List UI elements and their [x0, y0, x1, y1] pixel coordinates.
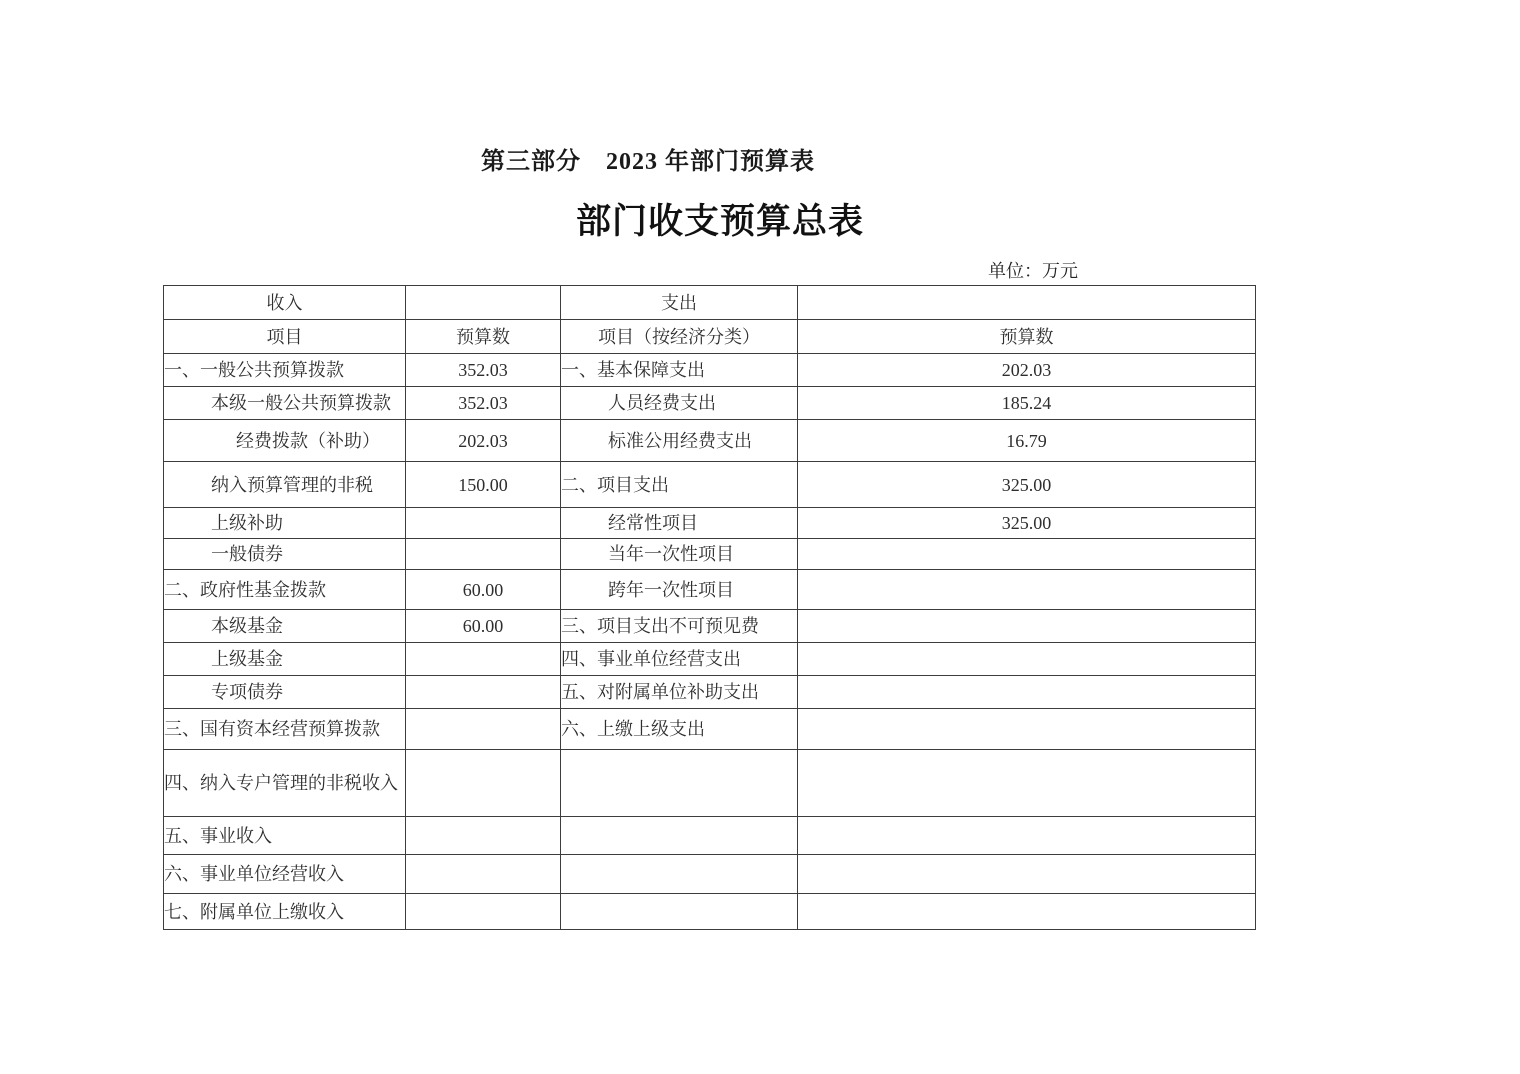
- income-item-cell: 五、事业收入: [164, 817, 406, 855]
- income-budget-cell: [406, 817, 561, 855]
- expense-item-cell: [561, 855, 798, 894]
- expense-item-cell: 标准公用经费支出: [561, 420, 798, 462]
- income-budget-cell: [406, 643, 561, 676]
- expense-item-cell: 二、项目支出: [561, 462, 798, 508]
- income-item-cell: 四、纳入专户管理的非税收入: [164, 750, 406, 817]
- income-item-cell: 经费拨款（补助）: [164, 420, 406, 462]
- income-budget-cell: [406, 539, 561, 570]
- expense-budget-cell: [798, 709, 1256, 750]
- table-row: [164, 462, 1256, 508]
- table-row: [164, 676, 1256, 709]
- income-budget-cell: [406, 676, 561, 709]
- table-row: [164, 817, 1256, 855]
- income-item-cell: 七、附属单位上缴收入: [164, 894, 406, 930]
- expense-budget-cell: [798, 855, 1256, 894]
- expense-item-cell: 四、事业单位经营支出: [561, 643, 798, 676]
- income-item-cell: 三、国有资本经营预算拨款: [164, 709, 406, 750]
- income-item-cell: 本级一般公共预算拨款: [164, 387, 406, 420]
- expense-item-cell: 当年一次性项目: [561, 539, 798, 570]
- income-budget-cell: 202.03: [406, 420, 561, 462]
- income-budget-header: 预算数: [406, 320, 561, 354]
- table-row: [164, 508, 1256, 539]
- expense-budget-cell: [798, 676, 1256, 709]
- income-section-header: 收入: [164, 286, 406, 320]
- income-budget-cell: 60.00: [406, 610, 561, 643]
- expense-budget-cell: [798, 539, 1256, 570]
- income-budget-cell: 352.03: [406, 387, 561, 420]
- expense-budget-cell: 16.79: [798, 420, 1256, 462]
- income-budget-cell: 60.00: [406, 570, 561, 610]
- table-row: [164, 855, 1256, 894]
- expense-section-header: 支出: [561, 286, 798, 320]
- expense-item-cell: [561, 817, 798, 855]
- expense-item-cell: 三、项目支出不可预见费: [561, 610, 798, 643]
- expense-budget-cell: [798, 570, 1256, 610]
- expense-budget-cell: 185.24: [798, 387, 1256, 420]
- table-row: [164, 354, 1256, 387]
- part-title: 第三部分 2023 年部门预算表: [481, 149, 815, 175]
- table-row: [164, 643, 1256, 676]
- expense-budget-cell: [798, 750, 1256, 817]
- income-item-cell: 专项债券: [164, 676, 406, 709]
- table-row: [164, 709, 1256, 750]
- expense-budget-cell: [798, 643, 1256, 676]
- income-budget-cell: 150.00: [406, 462, 561, 508]
- income-item-cell: 上级基金: [164, 643, 406, 676]
- budget-summary-table: [163, 285, 1256, 930]
- income-budget-cell: [406, 750, 561, 817]
- table-row: [164, 420, 1256, 462]
- table-row: [164, 539, 1256, 570]
- expense-budget-cell: 202.03: [798, 354, 1256, 387]
- expense-item-cell: [561, 750, 798, 817]
- expense-budget-cell: [798, 894, 1256, 930]
- expense-budget-cell: [798, 817, 1256, 855]
- expense-item-cell: 一、基本保障支出: [561, 354, 798, 387]
- income-item-cell: 一般债券: [164, 539, 406, 570]
- table-section-header-row: [164, 286, 1256, 320]
- income-budget-cell: 352.03: [406, 354, 561, 387]
- income-budget-cell: [406, 709, 561, 750]
- expense-budget-cell: 325.00: [798, 462, 1256, 508]
- expense-item-cell: 跨年一次性项目: [561, 570, 798, 610]
- income-item-cell: 纳入预算管理的非税: [164, 462, 406, 508]
- expense-item-header: 项目（按经济分类）: [561, 320, 798, 354]
- income-item-cell: 一、一般公共预算拨款: [164, 354, 406, 387]
- table-row: [164, 387, 1256, 420]
- income-item-cell: 上级补助: [164, 508, 406, 539]
- income-budget-cell: [406, 508, 561, 539]
- table-column-header-row: [164, 320, 1256, 354]
- income-item-cell: 本级基金: [164, 610, 406, 643]
- unit-label: 单位：万元: [988, 261, 1078, 281]
- expense-item-cell: 五、对附属单位补助支出: [561, 676, 798, 709]
- table-row: [164, 570, 1256, 610]
- income-item-header: 项目: [164, 320, 406, 354]
- table-row: [164, 894, 1256, 930]
- expense-item-cell: 六、上缴上级支出: [561, 709, 798, 750]
- empty-cell: [798, 286, 1256, 320]
- income-budget-cell: [406, 855, 561, 894]
- expense-item-cell: 经常性项目: [561, 508, 798, 539]
- expense-budget-cell: 325.00: [798, 508, 1256, 539]
- expense-budget-cell: [798, 610, 1256, 643]
- expense-item-cell: [561, 894, 798, 930]
- income-item-cell: 六、事业单位经营收入: [164, 855, 406, 894]
- expense-item-cell: 人员经费支出: [561, 387, 798, 420]
- table-row: [164, 750, 1256, 817]
- income-item-cell: 二、政府性基金拨款: [164, 570, 406, 610]
- expense-budget-header: 预算数: [798, 320, 1256, 354]
- income-budget-cell: [406, 894, 561, 930]
- table-row: [164, 610, 1256, 643]
- empty-cell: [406, 286, 561, 320]
- page-title: 部门收支预算总表: [575, 202, 864, 241]
